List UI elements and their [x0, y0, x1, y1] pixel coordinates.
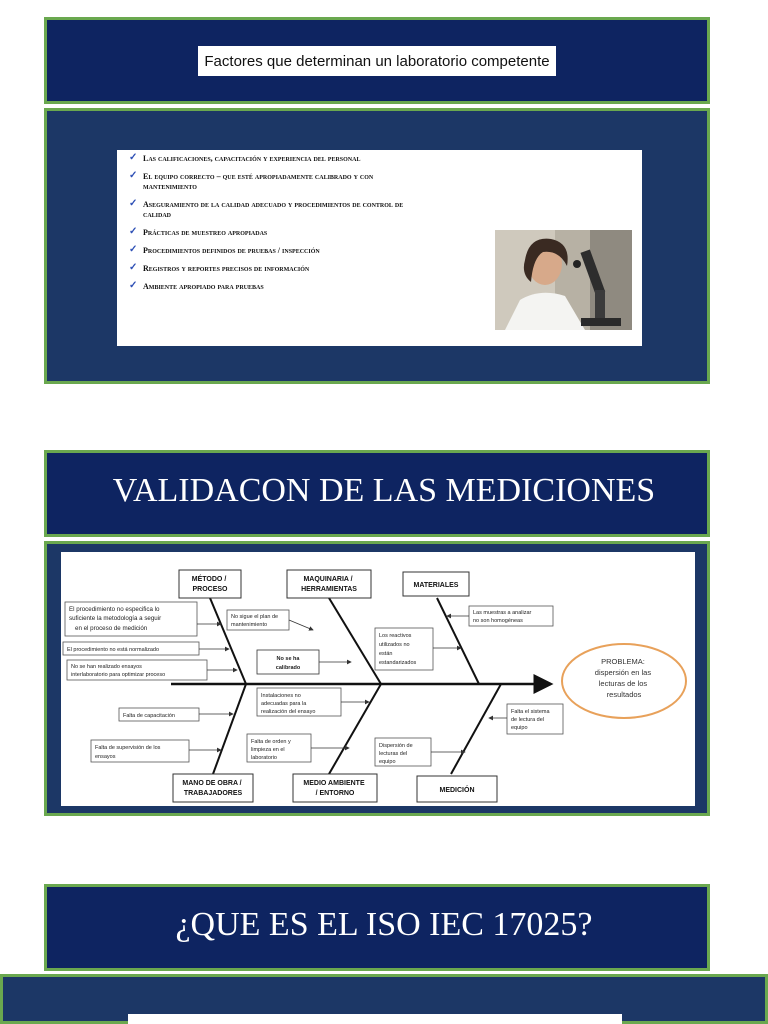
cause-box [247, 734, 311, 762]
svg-text:El procedimiento no especifica: El procedimiento no especifica lo suficiente la metodología a seguir en el proceso de medición [69, 606, 162, 632]
cause-box [227, 610, 289, 630]
svg-text:No sigue el plan demantenimien: No sigue el plan de mantenimiento [231, 614, 279, 628]
cause-box [257, 650, 319, 674]
slide3-content-card [128, 1014, 622, 1024]
scientist-microscope-photo [495, 230, 632, 330]
svg-text:El procedimiento no está norma: El procedimiento no está normalizado [67, 647, 160, 653]
cause-box [63, 642, 199, 655]
category-medicion [417, 776, 497, 802]
cause-box [257, 688, 341, 716]
cause-box [507, 704, 563, 734]
cause-box [67, 660, 207, 680]
slide2-title: VALIDACON DE LAS MEDICIONES [112, 472, 656, 509]
cause-box [119, 708, 199, 721]
svg-text:No se hacalibrado: No se ha calibrado [275, 656, 301, 671]
svg-text:Los reactivosutilizados noestá: Los reactivos utilizados no están estandarizados [379, 633, 417, 666]
cause-box [375, 738, 431, 766]
check-icon: ✓ [129, 170, 138, 181]
category-maquinaria [287, 570, 371, 598]
cause-box [375, 628, 433, 670]
category-materiales [403, 572, 469, 596]
competence-factor-list [129, 154, 429, 300]
check-icon: ✓ [129, 280, 138, 291]
svg-text:MATERIALES: MATERIALES [413, 582, 459, 589]
cause-box [469, 606, 553, 626]
slide3-title: ¿QUE ES EL ISO IEC 17025? [175, 906, 593, 943]
cause-box [65, 602, 197, 636]
svg-text:MANO DE OBRA / TRABAJADO: MANO DE OBRA / TRABAJADORES [182, 780, 243, 797]
svg-text:Falta el sistemade lectura del: Falta el sistema de lectura del equipo [511, 709, 550, 731]
svg-text:MÉTODO / PROCESO: MÉTODO / PROCESO [191, 576, 228, 593]
bone-mano-obra [213, 684, 246, 774]
check-icon: ✓ [129, 152, 138, 163]
bone-medicion [451, 684, 501, 774]
svg-text:Falta de orden ylimpieza en el: Falta de orden y limpieza en el laboratorio [251, 739, 291, 761]
svg-text:MAQUINARIA / HERRAMIENTA: MAQUINARIA / HERRAMIENTAS [301, 576, 357, 593]
list-item: ✓ Las calificaciones, capacitación y experiencia del personal [129, 152, 361, 163]
category-mano-obra [173, 774, 253, 802]
svg-text:Falta de supervisión de losens: Falta de supervisión de los ensayos [95, 745, 161, 760]
svg-text:No se han realizado ensayosint: No se han realizado ensayos interlaboratorio para optimizar proceso [71, 664, 166, 678]
fishbone-diagram [61, 552, 695, 806]
list-item: ✓ Ambiente apropiado para pruebas [129, 280, 264, 291]
check-icon: ✓ [129, 226, 138, 237]
list-item: ✓ Aseguramiento de la calidad adecuado y procedimientos de control de calidad [129, 198, 404, 219]
svg-text:Instalaciones noadecuadas para: Instalaciones no adecuadas para la realización del ensayo [261, 693, 316, 715]
check-icon: ✓ [129, 262, 138, 273]
check-icon: ✓ [129, 198, 138, 209]
svg-text:MEDIO AMBIENTE / ENTORNO: MEDIO AMBIENTE / ENTORNO [303, 780, 365, 797]
list-item: ✓ Prácticas de muestreo apropiadas [129, 226, 268, 237]
cause-box [91, 740, 189, 762]
bone-maquinaria [329, 598, 381, 684]
svg-text:Dispersión delecturas delequip: Dispersión de lecturas del equipo [379, 743, 413, 765]
list-item: ✓ Procedimientos definidos de pruebas / inspección [129, 244, 320, 255]
list-item: ✓ El equipo correcto – que esté apropiadamente calibrado y con mantenimiento [129, 170, 374, 191]
svg-text:Falta de capacitación: Falta de capacitación [123, 713, 175, 719]
svg-text:Las muestras a analizarno son: Las muestras a analizar no son homogéneas [473, 610, 532, 624]
slide1-title: Factores que determinan un laboratorio competente [198, 46, 556, 76]
svg-text:MEDICIÓN: MEDICIÓN [439, 787, 475, 794]
problem-text: PROBLEMA: dispersión en las lecturas de los resultados [594, 657, 652, 699]
list-item: ✓ Registros y reportes precisos de información [129, 262, 310, 273]
category-medio [293, 774, 377, 802]
category-metodo [179, 570, 241, 598]
check-icon: ✓ [129, 244, 138, 255]
